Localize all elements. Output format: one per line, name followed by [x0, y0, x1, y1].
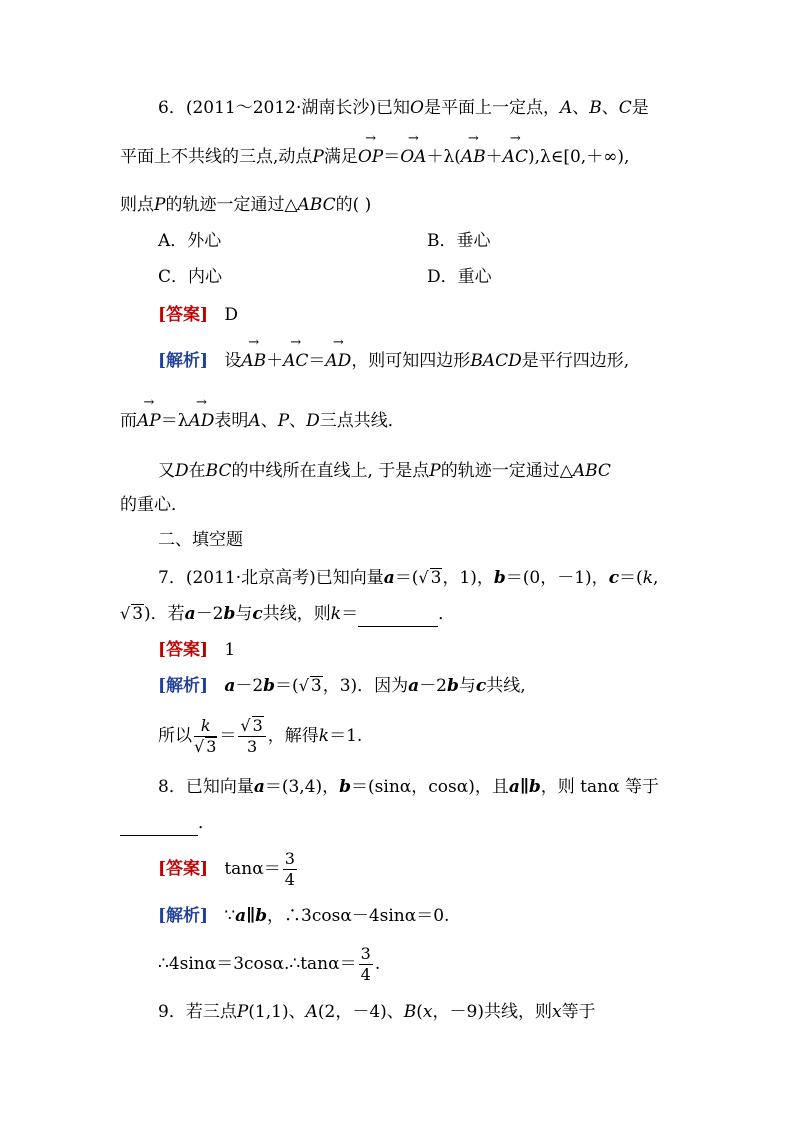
- q7-answer: [答案] 1: [158, 640, 236, 660]
- q8-answer: [答案] tanα＝ $\frac{3}{4}$: [158, 849, 295, 889]
- section-title: 二、填空题: [158, 530, 243, 550]
- q8-line-2: ．: [120, 811, 215, 836]
- q6-analysis-line-3: 又D在BC的中线所在直线上, 于是点P的轨迹一定通过△ABC: [158, 461, 611, 481]
- q6-line-3: 则点P的轨迹一定通过△ABC的( ): [120, 195, 372, 215]
- q8-analysis-line-1: [解析] ∵a∥b，∴3cosα－4sinα＝0.: [158, 906, 450, 926]
- vector-ab: → AB: [461, 145, 486, 169]
- q7-line-1: 7．(2011·北京高考)已知向量a＝(√ 3，1)，b＝(0，－1)，c＝(k,: [158, 568, 659, 588]
- vector-op: → OP: [358, 145, 383, 169]
- q6-option-a: A．外心: [158, 231, 222, 251]
- q6-analysis-line-1: [解析] 设→ AB＋→ AC＝→ AD，则可知四边形BACD是平行四边形,: [158, 349, 629, 373]
- fill-blank[interactable]: [358, 602, 438, 627]
- q6-line-2: 平面上不共线的三点,动点P满足→ OP＝→ OA＋λ(→ AB＋→ AC),λ∈[0,＋∞),: [120, 145, 629, 169]
- fraction: $\frac{3}{4}$: [360, 944, 371, 984]
- q6-line-1: 6．(2011～2012·湖南长沙)已知O是平面上一定点，A、B、C是: [158, 98, 649, 118]
- q6-option-c: C．内心: [158, 267, 223, 287]
- fraction: $\frac{k}{√ 3}$: [194, 716, 217, 756]
- q6-analysis-line-4: 的重心．: [120, 495, 188, 515]
- fill-blank[interactable]: [120, 811, 198, 836]
- analysis-tag: [解析]: [158, 351, 209, 371]
- q7-line-2: √ 3)．若a－2b与c共线，则k＝ ．: [120, 602, 455, 627]
- fraction: $\frac{3}{4}$: [284, 849, 295, 889]
- q7-analysis-line-2: 所以 $\frac{k}{√ 3}$ ＝ $\frac{√ 3}{3}$ ，解得k＝1.: [158, 716, 363, 756]
- q8-line-1: 8．已知向量a＝(3,4)，b＝(sinα，cosα)，且a∥b，则 tanα 等于: [158, 777, 659, 797]
- fraction: $\frac{√ 3}{3}$: [238, 716, 265, 757]
- q7-analysis-line-1: [解析] a－2b＝(√ 3，3)．因为a－2b与c共线,: [158, 676, 526, 696]
- q6-option-d: D．重心: [427, 267, 492, 287]
- q6-option-b: B．垂心: [427, 231, 491, 251]
- vector-ac: → AC: [503, 145, 528, 169]
- vector-oa: → OA: [400, 145, 426, 169]
- q9-line-1: 9．若三点P(1,1)、A(2，－4)、B(x，－9)共线，则x等于: [158, 1002, 596, 1022]
- answer-tag: [答案]: [158, 305, 209, 325]
- q8-analysis-line-2: ∴4sinα＝3cosα.∴tanα＝ $\frac{3}{4}$ .: [158, 944, 381, 984]
- q6-analysis-line-2: 而→ AP＝λ→ AD表明A、P、D三点共线．: [120, 409, 405, 433]
- q6-answer: [答案] D: [158, 305, 238, 325]
